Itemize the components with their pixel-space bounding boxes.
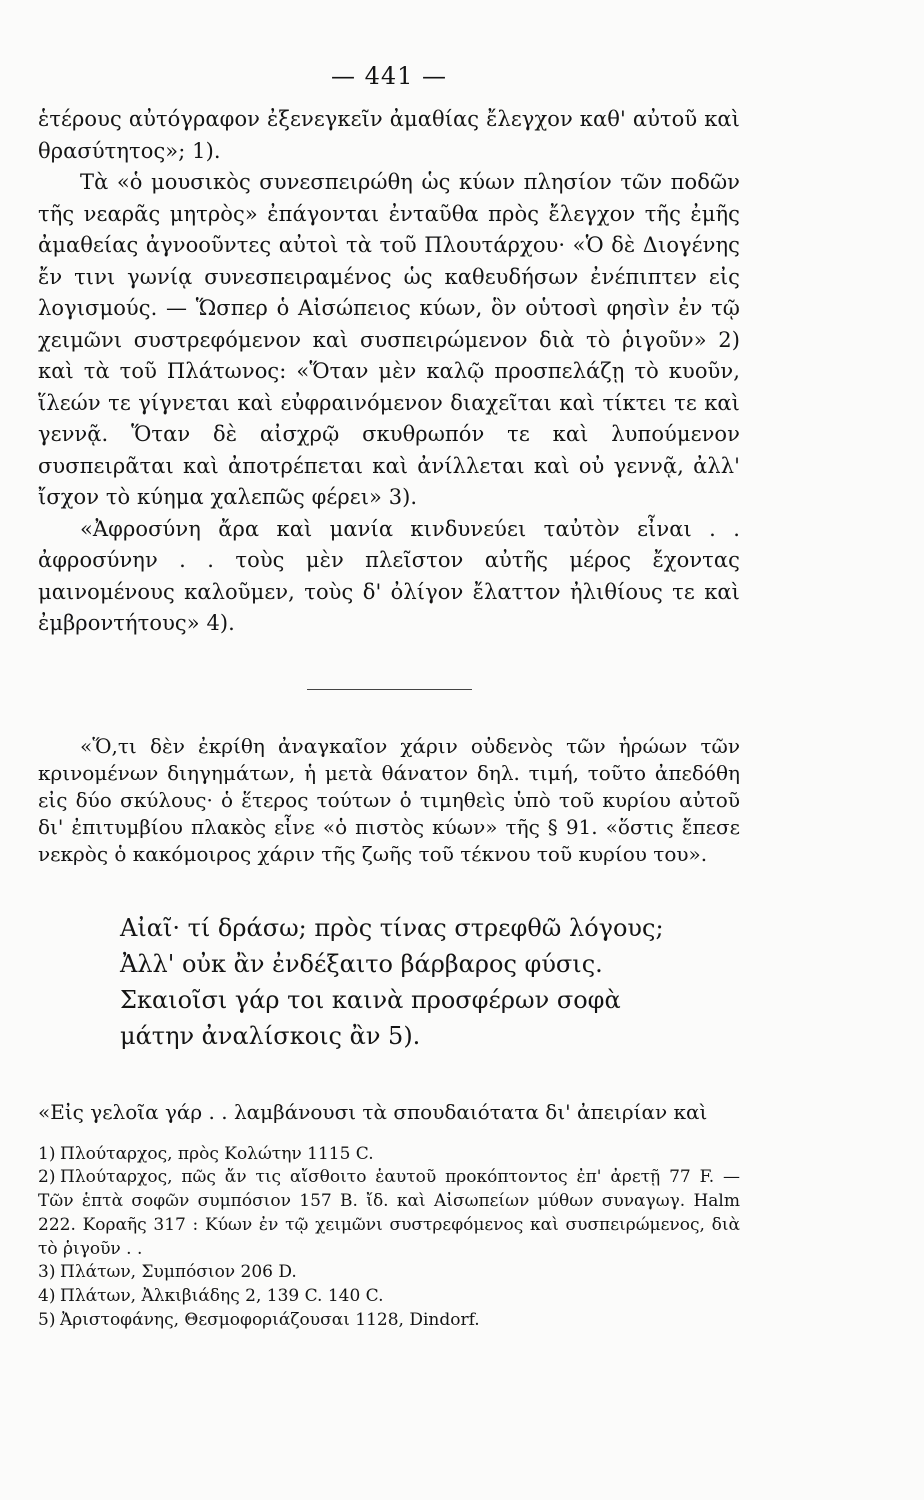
paragraph-2: Τὰ «ὁ μουσικὸς συνεσπειρώθη ὡς κύων πλησίον τῶν ποδῶν τῆς νεαρᾶς μητρὸς» ἐπάγονται ἐνταῦθα πρὸς ἔλεγχον τῆς ἐμῆς ἀμαθείας ἀγνοοῦντες αὐτοὶ τὰ τοῦ Πλουτάρχου· «Ὁ δὲ Διογένης ἔν τινι γωνίᾳ συνεσπειραμένος ὡς καθευδήσων ἐνέπιπτεν εἰς λογισμούς. — Ὥσπερ ὁ Αἰσώπειος κύων, ὃν οὑτοσὶ φησὶν ἐν τῷ χειμῶνι συστρεφόμενον καὶ συσπειρώμενον διὰ τὸ ῥιγοῦν» 2) καὶ τὰ τοῦ Πλάτωνος: «Ὅταν μὲν καλῷ προσπελάζῃ τὸ κυοῦν, ἵλεών τε γίγνεται καὶ εὐφραινόμενον διαχεῖται καὶ τίκτει τε καὶ γεννᾷ. Ὅταν δὲ αἰσχρῷ σκυθρωπόν τε καὶ λυπούμενον συσπειρᾶται καὶ ἀποτρέπεται καὶ ἀνίλλεται καὶ οὐ γεννᾷ, ἀλλ' ἴσχον τὸ κύημα χαλεπῶς φέρει» 3). [38,170,740,509]
main-text [38,104,740,640]
footnote [38,1261,740,1285]
footnote-text: Πλούταρχος, πῶς ἄν τις αἴσθοιτο ἑαυτοῦ προκόπτοντος ἐπ' ἀρετῇ 77 F. — Τῶν ἑπτὰ σοφῶν συμπόσιον 157 B. ἴδ. καὶ Αἰσωπείων μύθων συναγωγ. Halm 222. Κοραῆς 317 : Κύων ἐν τῷ χειμῶνι συστρεφόμενος καὶ συσπειρώμενος, διὰ τὸ ῥιγοῦν . . [38,1167,740,1259]
note-paragraph: «Ὅ,τι δὲν ἐκρίθη ἀναγκαῖον χάριν οὐδενὸς τῶν ἡρώων τῶν κρινομένων διηγημάτων, ἡ μετὰ θάνατον δηλ. τιμή, τοῦτο ἀπεδόθη εἰς δύο σκύλους· ὁ ἕτερος τούτων ὁ τιμηθεὶς ὑπὸ τοῦ κυρίου αὐτοῦ δι' ἐπιτυμβίου πλακὸς εἶνε «ὁ πιστὸς κύων» τῆς § 91. «ὅστις ἔπεσε νεκρὸς ὁ κακόμοιρος χάριν τῆς ζωῆς τοῦ τέκνου τοῦ κυρίου του». [38,733,740,866]
footnote-number: 2) [38,1167,56,1188]
footnote [38,1166,740,1261]
quoted-note [38,733,740,868]
verse-line: Σκαιοῖσι γάρ τοι καινὰ προσφέρων σοφὰ [120,985,621,1014]
verse-line: μάτην ἀναλίσκοις ἂν 5). [120,1021,421,1050]
verse-line: Ἀλλ' οὐκ ἂν ἐνδέξαιτο βάρβαρος φύσις. [120,949,603,978]
footnote-number: 3) [38,1262,56,1283]
paragraph-3: «Ἀφροσύνη ἄρα καὶ μανία κινδυνεύει ταὐτὸν εἶναι . . ἀφροσύνην . . τοὺς μὲν πλεῖστον αὐτῆς μέρος ἔχοντας μαινομένους καλοῦμεν, τοὺς δ' ὀλίγον ἔλαττον ἠλιθίους τε καὶ ἐμβροντήτους» 4). [38,516,740,635]
paragraph-1: ἑτέρους αὐτόγραφον ἐξενεγκεῖν ἀμαθίας ἔλεγχον καθ' αὐτοῦ καὶ θρασύτητος»; 1). [38,107,740,163]
footnote-text: Ἀριστοφάνης, Θεσμοφοριάζουσαι 1128, Dindorf. [60,1310,480,1331]
footnote [38,1309,740,1333]
footnote [38,1285,740,1309]
verse-line: Αἰαῖ· τί δράσω; πρὸς τίνας στρεφθῶ λόγους; [120,913,664,942]
book-page [38,62,740,1333]
footnote-text: Πλάτων, Ἀλκιβιάδης 2, 139 C. 140 C. [60,1286,384,1307]
footnote-text: Πλάτων, Συμπόσιον 206 D. [60,1262,297,1283]
footnote-number: 4) [38,1286,56,1307]
verse-quotation [120,910,740,1054]
footnote [38,1143,740,1167]
page-number: — 441 — [330,62,448,90]
footnote-number: 5) [38,1310,56,1331]
footnotes [38,1143,740,1333]
continuation-line: «Εἰς γελοῖα γάρ . . λαμβάνουσι τὰ σπουδαιότατα δι' ἀπειρίαν καὶ [38,1099,708,1124]
section-divider [307,689,472,690]
footnote-number: 1) [38,1143,56,1164]
footnote-text: Πλούταρχος, πρὸς Κολώτην 1115 C. [60,1143,374,1164]
